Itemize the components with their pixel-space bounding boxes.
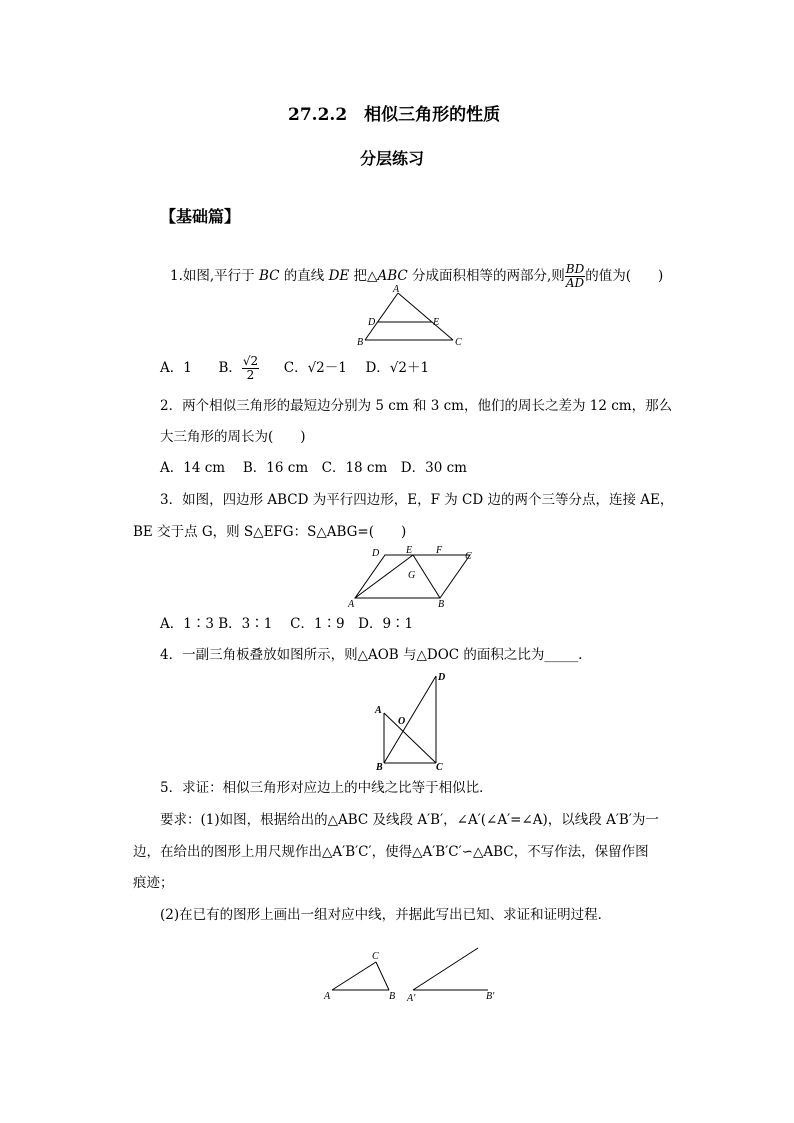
q5-label-c: C bbox=[372, 951, 379, 962]
q4-set-squares-figure bbox=[370, 668, 450, 774]
q1-label-b: B bbox=[357, 337, 364, 348]
q5-label-b-prime: B′ bbox=[486, 991, 495, 1002]
q1-stem-d: 分成面积相等的两部分,则 bbox=[407, 268, 565, 284]
q1-label-a: A bbox=[393, 284, 400, 295]
q4-label-c: C bbox=[436, 762, 443, 773]
q3-parallelogram-figure bbox=[340, 545, 480, 611]
q3-line2: BE 交于点 G，则 S△EFG：S△ABG=( ) bbox=[133, 524, 407, 540]
q1-frac-den: AD bbox=[565, 276, 585, 290]
q1-option-c: C．√2－1 bbox=[283, 360, 347, 376]
q1-option-d: D．√2＋1 bbox=[365, 360, 430, 376]
q1-option-b-num: √2 bbox=[242, 354, 259, 368]
q3-label-d: D bbox=[372, 548, 380, 559]
q1-label-d: D bbox=[368, 317, 376, 328]
q1-option-b-den: 2 bbox=[246, 368, 255, 382]
q5-line5: (2)在已有的图形上画出一组对应中线，并据此写出已知、求证和证明过程． bbox=[160, 907, 612, 923]
q3-label-e: E bbox=[406, 545, 413, 556]
q5-label-a: A bbox=[324, 991, 331, 1002]
q1-option-a: A．1 bbox=[160, 360, 192, 376]
q1-abc: ABC bbox=[377, 268, 408, 284]
q3-label-g: G bbox=[408, 570, 416, 581]
q1-label-e: E bbox=[433, 317, 440, 328]
q1-stem-a: 1.如图,平行于 bbox=[170, 268, 259, 284]
q5-line4: 痕迹； bbox=[133, 875, 174, 891]
q4-label-d: D bbox=[438, 672, 446, 683]
q1-fraction bbox=[565, 263, 585, 290]
q1-option-b-fraction bbox=[242, 355, 259, 382]
q1-stem-e: 的值为( ) bbox=[585, 268, 664, 284]
q3-label-b: B bbox=[438, 599, 445, 610]
q3-line1: 3．如图，四边形 ABCD 为平行四边形，E，F 为 CD 边的两个三等分点，连接 AE， bbox=[160, 492, 674, 508]
section-label: 【基础篇】 bbox=[160, 207, 241, 226]
q1-triangle-figure bbox=[355, 282, 467, 348]
q5-label-b: B bbox=[389, 991, 396, 1002]
q3-options: A．1∶3 B．3∶1 C．1∶9 D．9∶1 bbox=[160, 616, 414, 632]
q1-stem-c: 把△ bbox=[349, 268, 378, 284]
q5-line1: 5．求证：相似三角形对应边上的中线之比等于相似比． bbox=[160, 780, 493, 796]
q4-label-o: O bbox=[398, 716, 406, 727]
q2-options: A．14 cm B．16 cm C．18 cm D．30 cm bbox=[160, 460, 467, 476]
q1-label-c: C bbox=[455, 337, 462, 348]
q3-label-c: C bbox=[465, 551, 472, 562]
q5-line3: 边，在给出的图形上用尺规作出△A′B′C′，使得△A′B′C′∽△ABC，不写作法，保留作图 bbox=[133, 844, 649, 860]
q2-line2: 大三角形的周长为( ) bbox=[160, 429, 306, 445]
q3-label-f: F bbox=[436, 545, 443, 556]
q1-de: DE bbox=[328, 268, 350, 284]
q1-option-b-prefix: B． bbox=[218, 360, 242, 376]
q3-label-a: A bbox=[348, 599, 355, 610]
q1-frac-num: BD bbox=[565, 262, 585, 276]
page-subtitle: 分层练习 bbox=[360, 149, 425, 168]
q4-label-b: B bbox=[376, 762, 383, 773]
q4-line1: 4．一副三角板叠放如图所示，则△AOB 与△DOC 的面积之比为_____. bbox=[160, 647, 583, 663]
q2-line1: 2．两个相似三角形的最短边分别为 5 cm 和 3 cm，他们的周长之差为 12 cm，那么 bbox=[160, 398, 673, 414]
q5-line2: 要求：(1)如图，根据给出的△ABC 及线段 A′B′，∠A′(∠A′=∠A)，以线段 A′B′为一 bbox=[160, 812, 659, 828]
q1-bc: BC bbox=[258, 268, 280, 284]
q4-label-a: A bbox=[375, 705, 382, 716]
q5-construction-figure bbox=[318, 945, 518, 1007]
page-title: 27.2.2 相似三角形的性质 bbox=[288, 105, 501, 125]
q5-label-a-prime: A′ bbox=[407, 993, 416, 1004]
q1-stem-b: 的直线 bbox=[279, 268, 329, 284]
q1-options bbox=[160, 350, 429, 386]
